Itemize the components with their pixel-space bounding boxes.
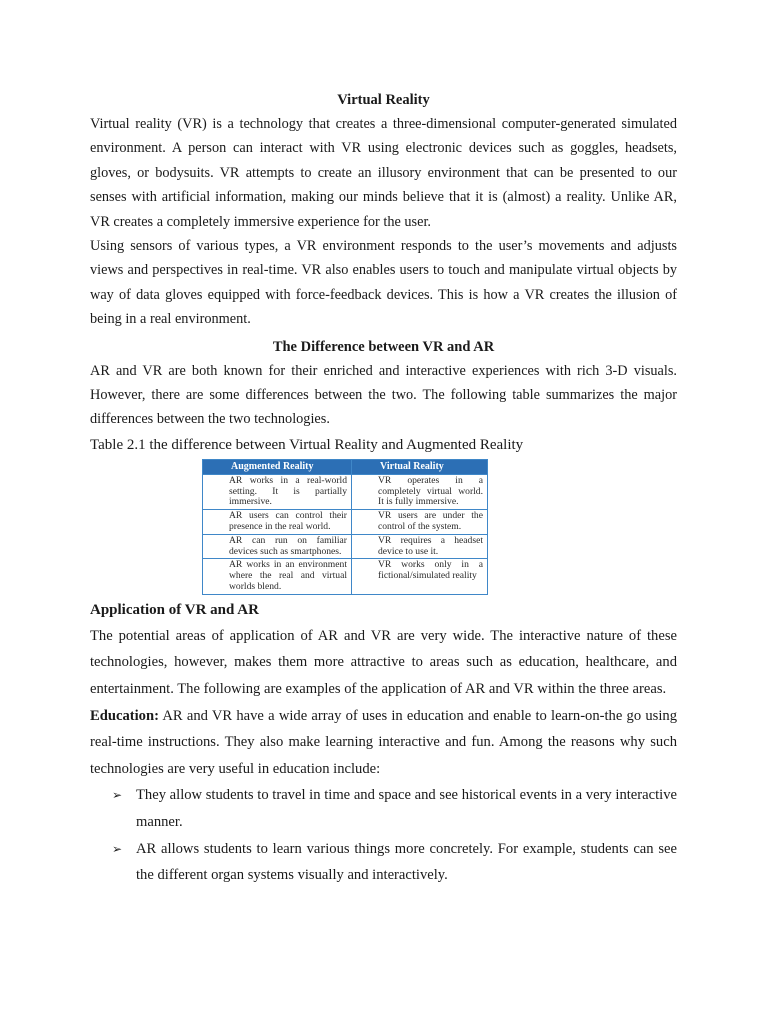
table-cell-ar: AR can run on familiar devices such as smartphones. — [203, 534, 352, 559]
bullet-text: AR allows students to learn various things more concretely. For example, students can see the different organ systems visually and interactively. — [136, 840, 677, 884]
comparison-table — [202, 459, 488, 595]
bullet-text: They allow students to travel in time and space and see historical events in a very interactive manner. — [136, 787, 677, 830]
difference-heading: The Difference between VR and AR — [272, 338, 495, 355]
document-page — [90, 88, 677, 889]
comparison-table-figure — [202, 459, 488, 595]
table-row — [203, 510, 488, 535]
table-cell-vr: VR users are under the control of the system. — [352, 510, 488, 535]
table-cell-vr: VR operates in a completely virtual world. It is fully immersive. — [352, 474, 488, 509]
list-item — [90, 836, 677, 889]
header-virtual-reality: Virtual Reality — [352, 459, 488, 474]
arrow-bullet-icon: ➢ — [112, 841, 123, 856]
table-row — [203, 474, 488, 509]
education-bullet-list — [90, 782, 677, 888]
arrow-bullet-icon: ➢ — [112, 788, 123, 803]
table-cell-vr: VR works only in a fictional/simulated reality — [352, 559, 488, 594]
application-heading: Application of VR and AR — [90, 601, 259, 618]
table-caption: Table 2.1 the difference between Virtual Reality and Augmented Reality — [90, 436, 524, 453]
table-row — [203, 534, 488, 559]
intro-paragraph-1: Virtual reality (VR) is a technology that creates a three-dimensional computer-generated simulated environment. A person can interact with VR using electronic devices such as goggles, headsets, gloves, or bodysuits. VR attempts to create an illusory environment that can be presented to our senses with artificial information, making our minds believe that it is (almost) a reality. Unlike AR, VR creates a completely immersive experience for the user. — [90, 116, 677, 230]
header-augmented-reality: Augmented Reality — [203, 459, 352, 474]
education-label: Education: — [90, 707, 159, 724]
table-cell-ar: AR users can control their presence in the real world. — [203, 510, 352, 535]
table-cell-ar: AR works in an environment where the real and virtual worlds blend. — [203, 559, 352, 594]
list-item — [90, 782, 677, 835]
table-cell-vr: VR requires a headset device to use it. — [352, 534, 488, 559]
education-paragraph — [90, 703, 677, 783]
difference-paragraph: AR and VR are both known for their enriched and interactive experiences with rich 3-D visuals. However, there are some differences between the two. The following table summarizes the major differences between the two technologies. — [90, 362, 677, 428]
education-text: AR and VR have a wide array of uses in education and enable to learn-on-the go using real-time instructions. They also make learning interactive and fun. Among the reasons why such technologies are very useful in education include: — [90, 707, 677, 777]
intro-paragraph-2: Using sensors of various types, a VR environment responds to the user’s movements and adjusts views and perspectives in real-time. VR also enables users to touch and manipulate virtual objects by way of data gloves equipped with force-feedback devices. This is how a VR creates the illusion of being in a real environment. — [90, 238, 677, 328]
application-paragraph: The potential areas of application of AR and VR are very wide. The interactive nature of these technologies, however, makes them more attractive to areas such as education, healthcare, and entertainment. The following are examples of the application of AR and VR within the three areas. — [90, 627, 677, 698]
table-header-row — [203, 459, 488, 474]
table-row — [203, 559, 488, 594]
page-title: Virtual Reality — [337, 92, 430, 108]
table-cell-ar: AR works in a real-world setting. It is partially immersive. — [203, 474, 352, 509]
